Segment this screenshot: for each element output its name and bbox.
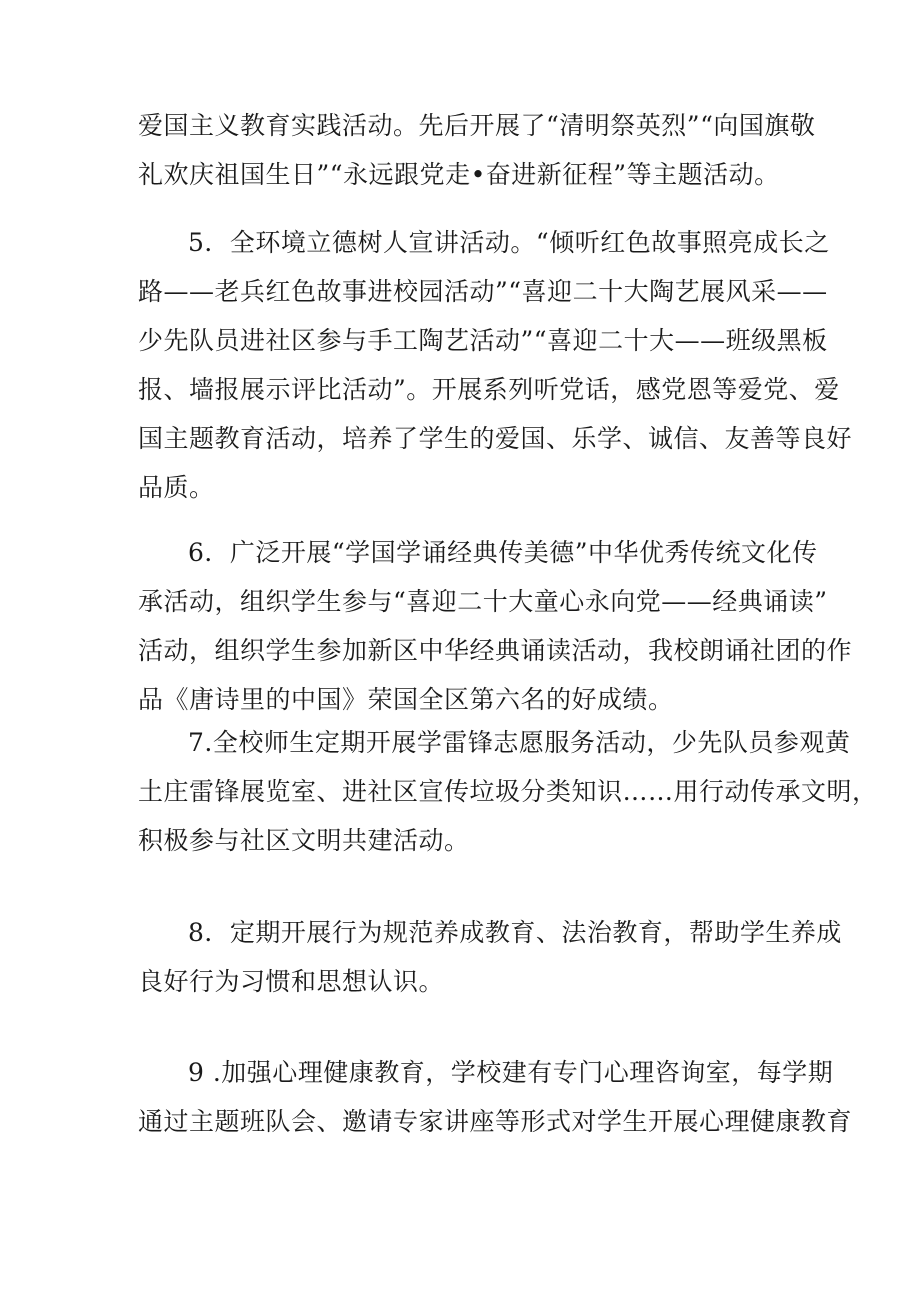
text-line: 爱国主义教育实践活动。先后开展了“清明祭英烈”“向国旗敬 <box>138 111 816 140</box>
text-line: 5．全环境立德树人宣讲活动。“倾听红色故事照亮成长之 <box>188 228 830 257</box>
text-line: 8．定期开展行为规范养成教育、法治教育，帮助学生养成 <box>188 918 842 947</box>
text-line: 承活动，组织学生参与“喜迎二十大童心永向党——经典诵读” <box>138 587 828 616</box>
text-line: 良好行为习惯和思想认识。 <box>138 967 445 996</box>
text-line: 国主题教育活动，培养了学生的爱国、乐学、诚信、友善等良好 <box>138 424 853 453</box>
paragraph-patriotic-activities <box>138 101 816 199</box>
text-line: 积极参与社区文明共建活动。 <box>138 826 470 855</box>
text-line: 路——老兵红色故事进校园活动”“喜迎二十大陶艺展风采—— <box>138 277 828 306</box>
paragraph-item-7 <box>138 718 878 865</box>
text-line: 活动，组织学生参加新区中华经典诵读活动，我校朗诵社团的作 <box>138 636 853 665</box>
paragraph-item-5 <box>138 218 853 512</box>
text-line: 通过主题班队会、邀请专家讲座等形式对学生开展心理健康教育 <box>138 1107 853 1136</box>
text-line: 9 .加强心理健康教育，学校建有专门心理咨询室，每学期 <box>188 1058 834 1087</box>
paragraph-item-6 <box>138 528 853 724</box>
paragraph-item-9 <box>138 1048 853 1146</box>
text-line: 土庄雷锋展览室、进社区宣传垃圾分类知识……用行动传承文明， <box>138 777 878 806</box>
text-line: 少先队员进社区参与手工陶艺活动”“喜迎二十大——班级黑板 <box>138 326 828 355</box>
paragraph-item-8 <box>138 908 842 1006</box>
text-line: 礼欢庆祖国生日”“永远跟党走•奋进新征程”等主题活动。 <box>138 160 780 189</box>
text-line: 7.全校师生定期开展学雷锋志愿服务活动，少先队员参观黄 <box>188 728 851 757</box>
text-line: 品质。 <box>138 473 215 502</box>
text-line: 6．广泛开展“学国学诵经典传美德”中华优秀传统文化传 <box>188 538 818 567</box>
text-line: 报、墙报展示评比活动”。开展系列听党话，感党恩等爱党、爱 <box>138 375 840 404</box>
text-line: 品《唐诗里的中国》荣国全区第六名的好成绩。 <box>138 685 674 714</box>
